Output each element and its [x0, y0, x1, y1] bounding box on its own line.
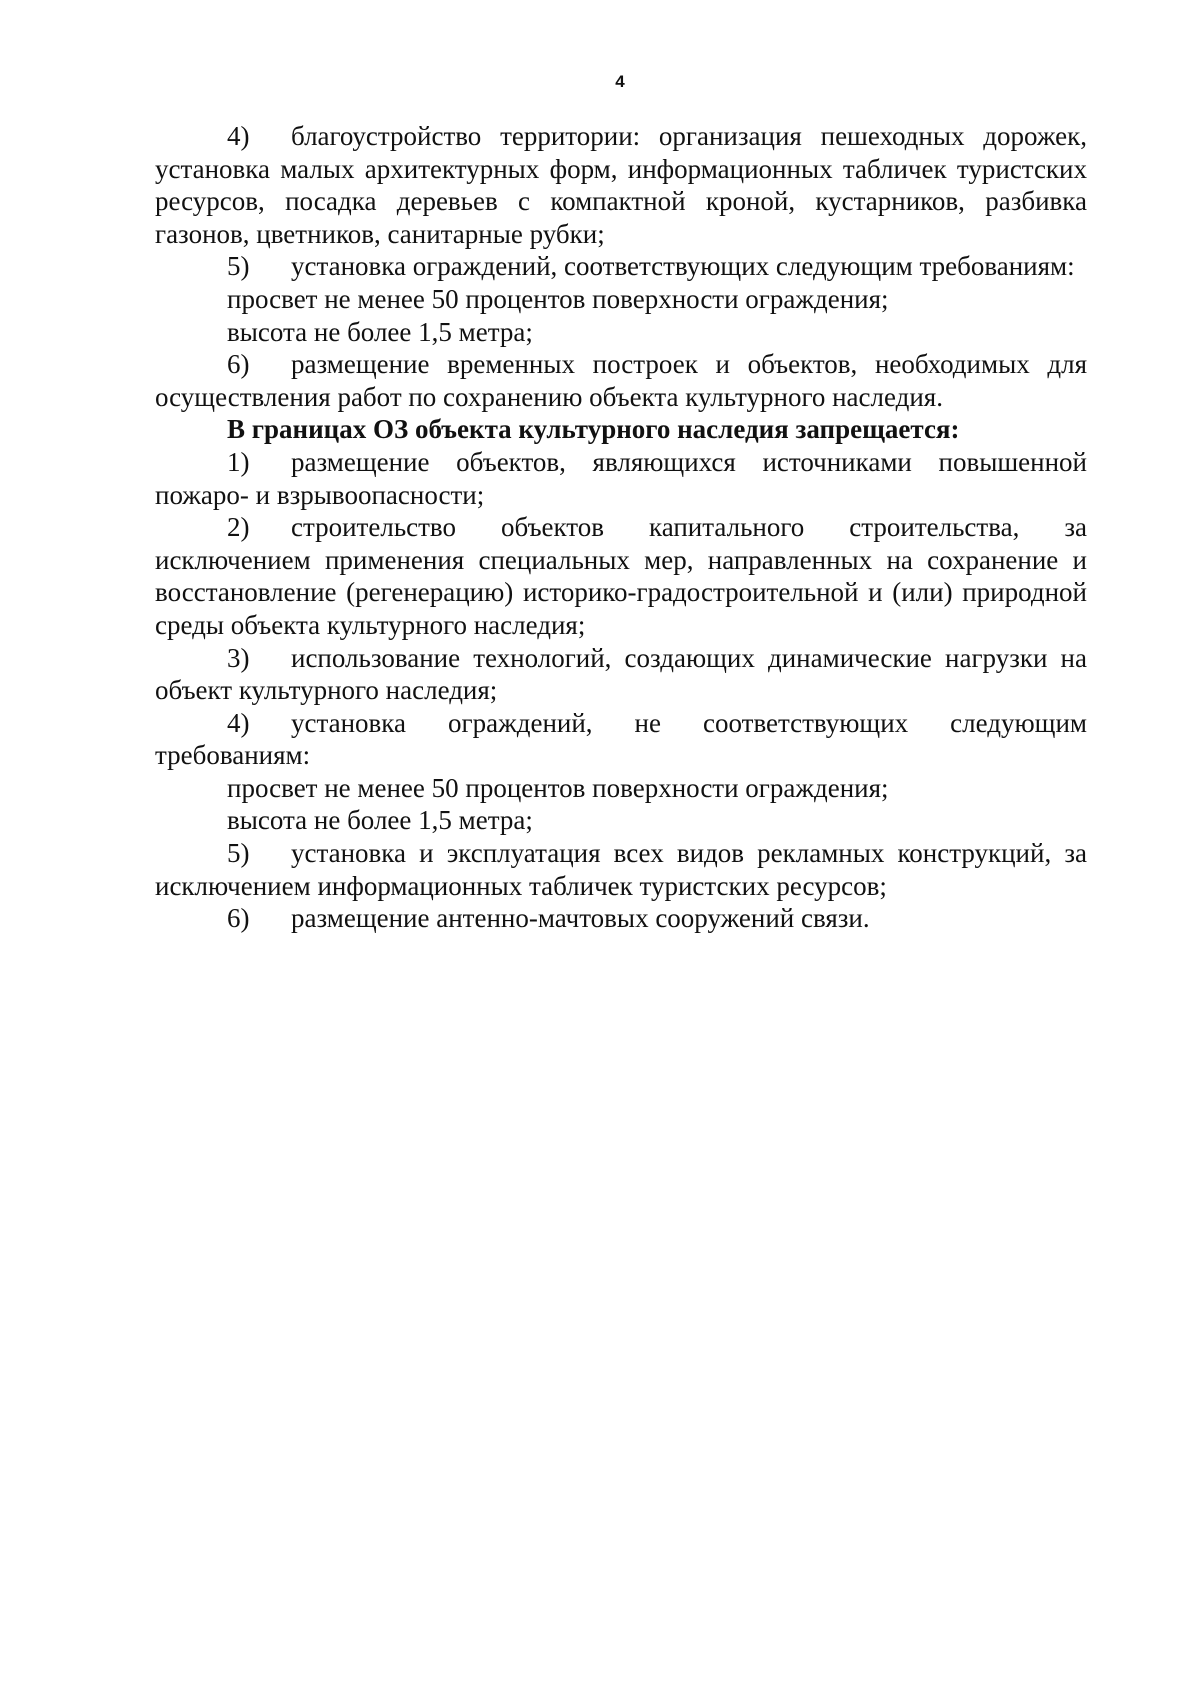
allowed-item-4	[155, 120, 1087, 250]
prohibited-item-2	[155, 511, 1087, 641]
requirement-text: просвет не менее 50 процентов поверхности ограждения;	[227, 283, 889, 314]
page-number: 4	[615, 72, 625, 91]
item-number: 5)	[227, 251, 250, 282]
requirement-text: высота не более 1,5 метра;	[227, 316, 533, 347]
item-text: размещение антенно-мачтовых сооружений связи.	[291, 903, 870, 934]
item-text: размещение объектов, являющихся источниками повышенной пожаро- и взрывоопасности;	[155, 446, 1087, 510]
prohibited-item-6	[155, 902, 1087, 935]
item-number: 5)	[227, 838, 250, 869]
item-number: 4)	[227, 121, 250, 151]
item-text: установка ограждений, соответствующих следующим требованиям:	[291, 251, 1075, 282]
allowed-requirement-height	[155, 316, 1087, 349]
document-body	[155, 120, 1087, 935]
item-number: 3)	[227, 642, 250, 673]
prohibited-item-1	[155, 446, 1087, 511]
item-text: строительство объектов капитального строительства, за исключением применения специальных мер, направленных на сохранение и восстановление (регенерацию) историко-градостроительной и (или) природной среды объекта культурного наследия;	[155, 512, 1087, 640]
prohibited-item-3	[155, 642, 1087, 707]
requirement-text: просвет не менее 50 процентов поверхности ограждения;	[227, 772, 889, 803]
prohibited-requirement-clearance	[155, 772, 1087, 805]
prohibited-requirement-height	[155, 804, 1087, 837]
item-number: 6)	[227, 349, 250, 380]
requirement-text: высота не более 1,5 метра;	[227, 805, 533, 836]
item-number: 4)	[227, 707, 250, 738]
item-text: установка ограждений, не соответствующих следующим требованиям:	[155, 707, 1087, 771]
item-number: 2)	[227, 512, 250, 543]
item-text: благоустройство территории: организация пешеходных дорожек, установка малых архитектурных форм, информационных табличек туристских ресурсов, посадка деревьев с компактной кроной, кустарников, разбивка газонов, цветников, санитарные рубки;	[155, 121, 1087, 249]
allowed-item-6	[155, 348, 1087, 413]
prohibited-item-5	[155, 837, 1087, 902]
prohibited-heading: В границах ОЗ объекта культурного наследия запрещается:	[227, 414, 960, 445]
allowed-requirement-clearance	[155, 283, 1087, 316]
allowed-item-5	[155, 250, 1087, 283]
item-number: 6)	[227, 903, 250, 934]
item-text: установка и эксплуатация всех видов рекламных конструкций, за исключением информационных табличек туристских ресурсов;	[155, 838, 1087, 901]
prohibited-item-4	[155, 707, 1087, 772]
item-text: использование технологий, создающих динамические нагрузки на объект культурного наследия;	[155, 642, 1087, 706]
item-text: размещение временных построек и объектов, необходимых для осуществления работ по сохранению объекта культурного наследия.	[155, 349, 1087, 412]
item-number: 1)	[227, 446, 250, 477]
